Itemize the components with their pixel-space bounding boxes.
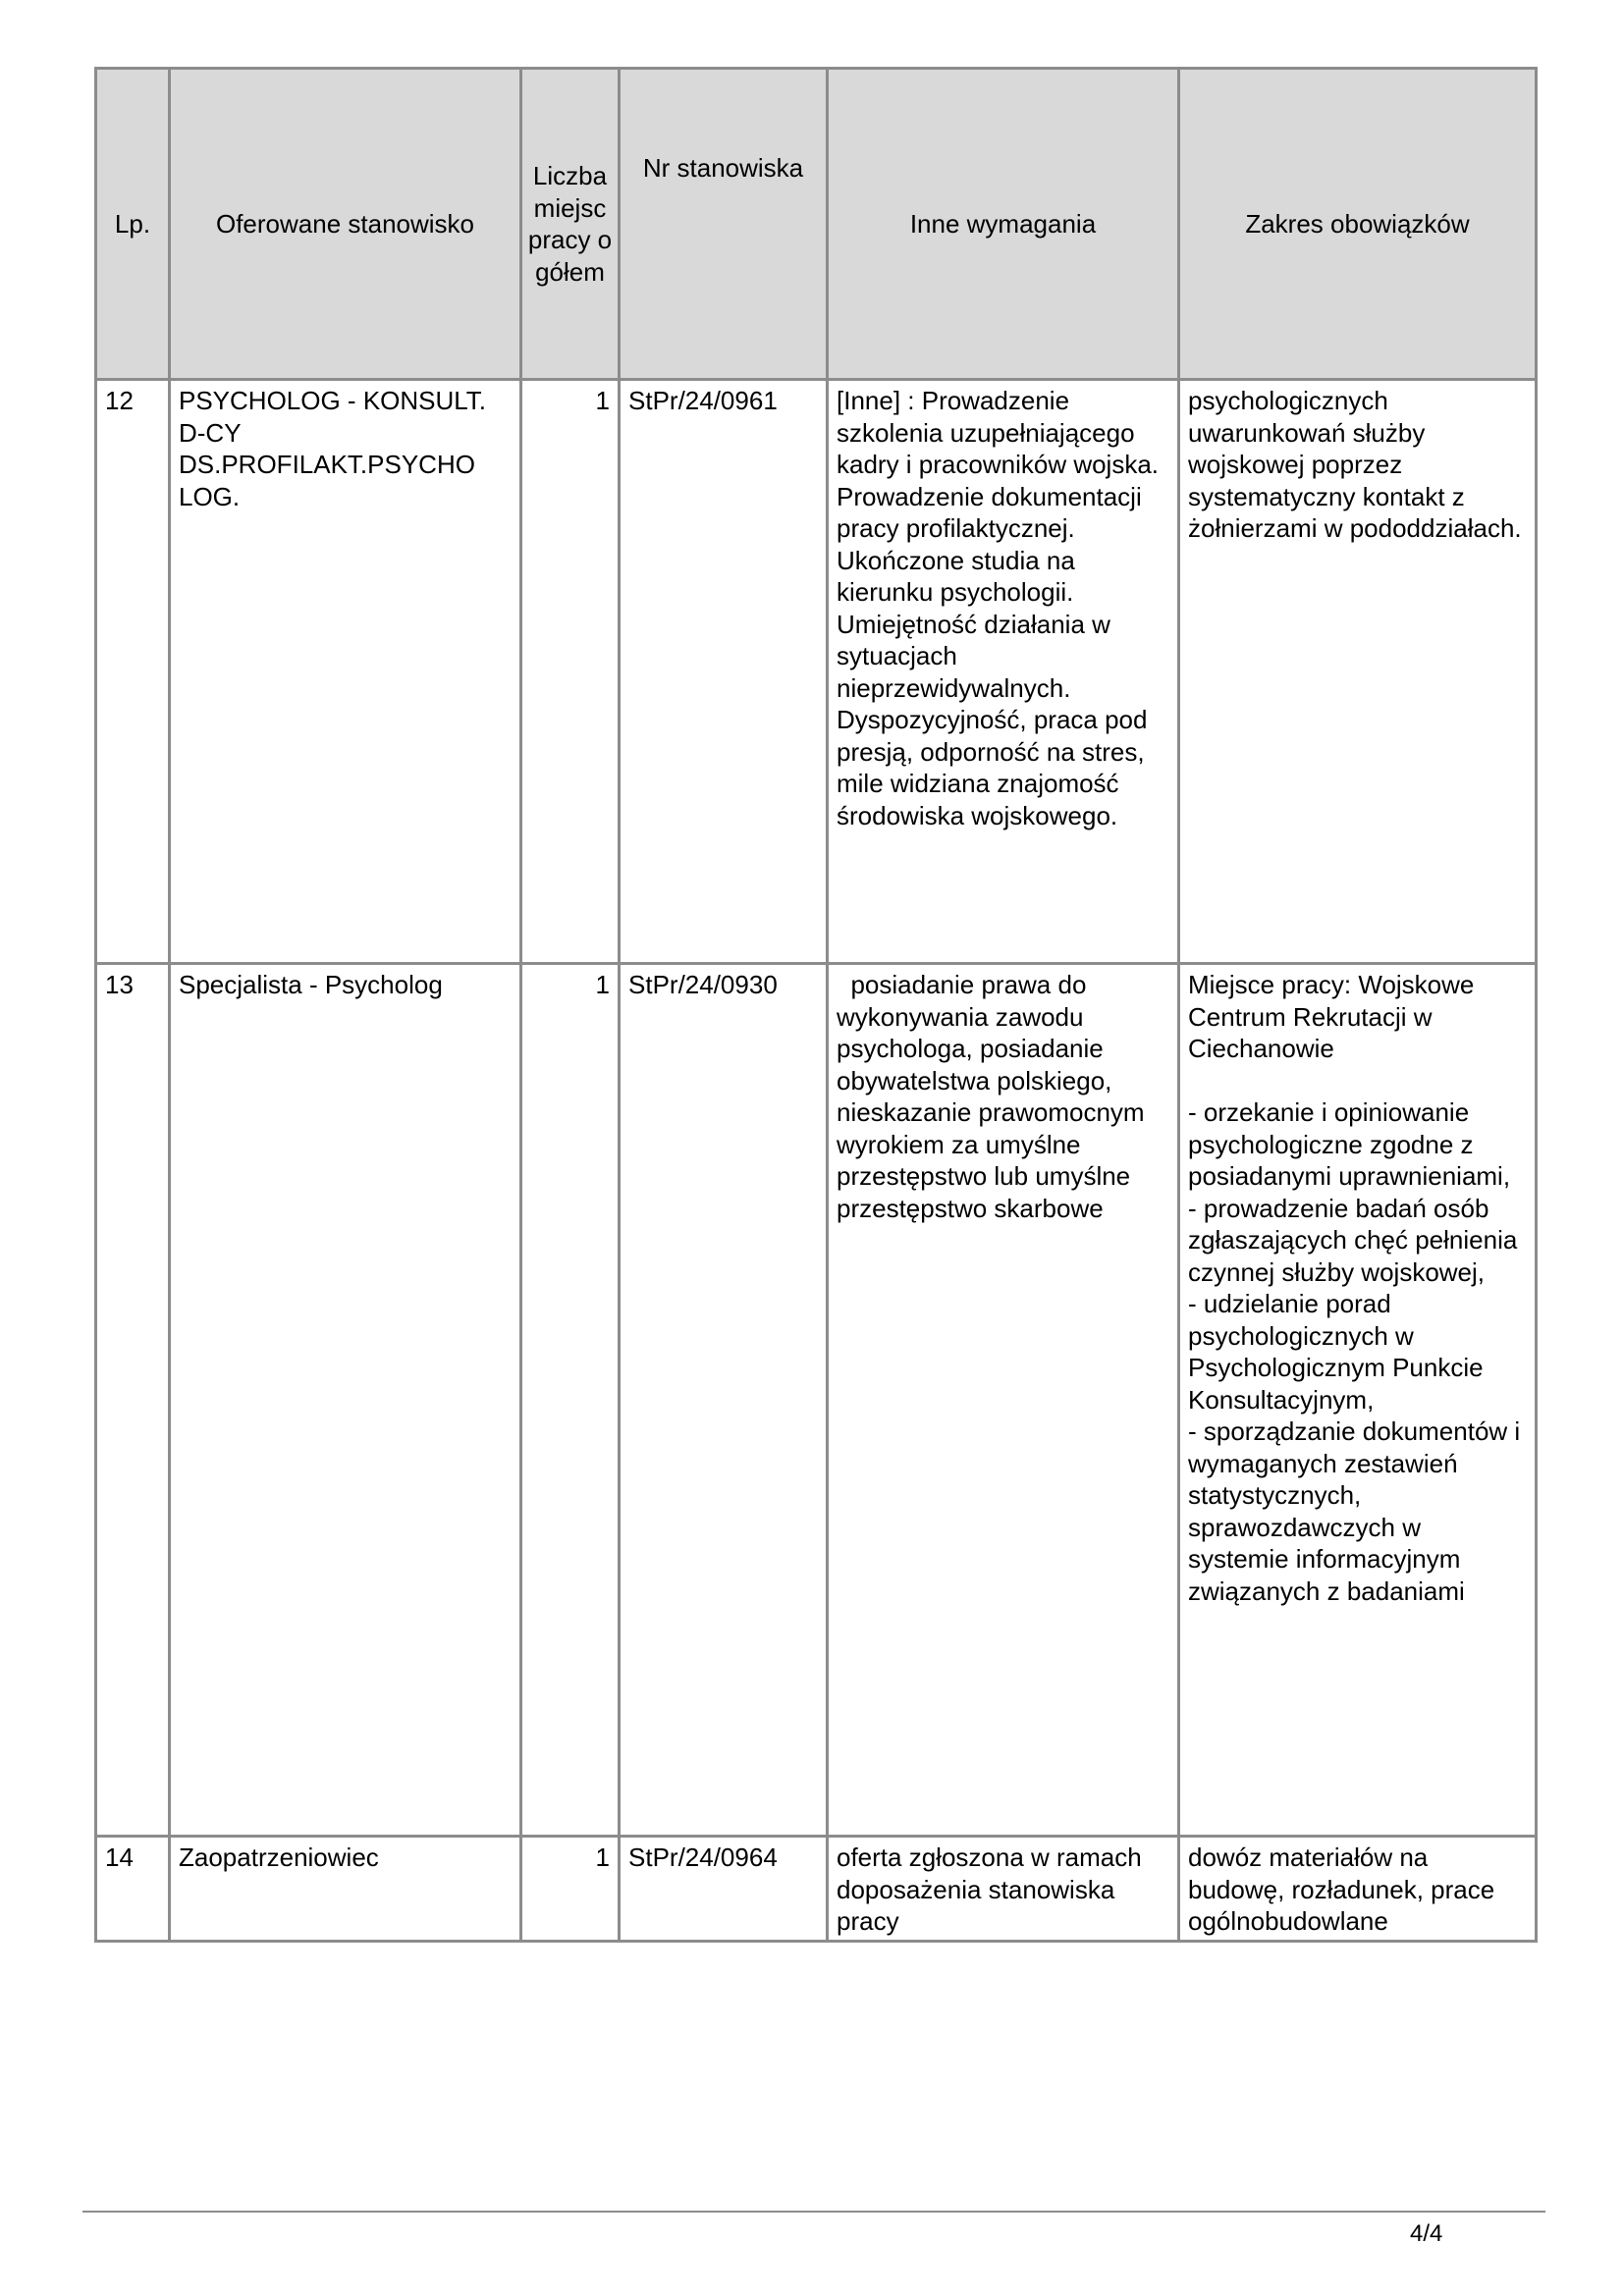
table-row bbox=[96, 964, 1537, 1837]
cell-number: StPr/24/0930 bbox=[620, 964, 828, 1837]
job-offers-table bbox=[94, 67, 1538, 1943]
cell-lp: 12 bbox=[96, 380, 170, 964]
table-header-row bbox=[96, 69, 1537, 380]
page-number: 4/4 bbox=[1410, 2220, 1443, 2247]
cell-count: 1 bbox=[521, 964, 620, 1837]
duties-text: dowóz materiałów na budowę, rozładunek, prace ogólnobudowlane bbox=[1188, 1842, 1502, 1936]
header-requirements: Inne wymagania bbox=[828, 69, 1179, 380]
cell-requirements bbox=[828, 380, 1179, 964]
cell-duties bbox=[1179, 1837, 1537, 1942]
requirements-text: posiadanie prawa do wykonywania zawodu psychologa, posiadanie obywatelstwa polskiego, nieskazanie prawomocnym wyrokiem za umyślne przestępstwo lub umyślne przestępstwo skarbowe bbox=[837, 970, 1152, 1223]
cell-number: StPr/24/0964 bbox=[620, 1837, 828, 1942]
cell-number: StPr/24/0961 bbox=[620, 380, 828, 964]
requirements-text: [Inne] : Prowadzenie szkolenia uzupełniającego kadry i pracowników wojska. Prowadzenie dokumentacji pracy profilaktycznej. Ukończone studia na kierunku psychologii. Umiejętność działania w sytuacjach nieprzewidywalnych. Dyspozycyjność, praca pod presją, odporność na stres, mile widziana znajomość środowiska wojskowego. bbox=[837, 386, 1166, 830]
cell-count: 1 bbox=[521, 380, 620, 964]
duties-text: Miejsce pracy: Wojskowe Centrum Rekrutacji w Ciechanowie - orzekanie i opiniowanie psychologiczne zgodne z posiadanymi uprawnieniami, - prowadzenie badań osób zgłaszających chęć pełnienia czynnej służby wojskowej, - udzielanie porad psychologicznych w Psychologicznym Punkcie Konsultacyjnym, - sporządzanie dokumentów i wymaganych zestawień statystycznych, sprawozdawczych w systemie informacyjnym związanych z badaniami bbox=[1188, 970, 1521, 1606]
footer-divider bbox=[82, 2211, 1545, 2213]
table-row bbox=[96, 1837, 1537, 1942]
header-number: Nr stanowiska bbox=[620, 69, 828, 380]
header-duties: Zakres obowiązków bbox=[1179, 69, 1537, 380]
header-count: Liczba miejsc pracy ogółem bbox=[521, 69, 620, 380]
cell-position: Zaopatrzeniowiec bbox=[170, 1837, 521, 1942]
cell-lp: 13 bbox=[96, 964, 170, 1837]
cell-duties bbox=[1179, 380, 1537, 964]
requirements-text: oferta zgłoszona w ramach doposażenia stanowiska pracy bbox=[837, 1842, 1149, 1936]
table-row bbox=[96, 380, 1537, 964]
cell-position: Specjalista - Psycholog bbox=[170, 964, 521, 1837]
cell-position: PSYCHOLOG - KONSULT. D-CY DS.PROFILAKT.PSYCHO LOG. bbox=[170, 380, 521, 964]
duties-text: psychologicznych uwarunkowań służby wojskowej poprzez systematyczny kontakt z żołnierzami w pododdziałach. bbox=[1188, 386, 1522, 543]
cell-requirements bbox=[828, 964, 1179, 1837]
cell-lp: 14 bbox=[96, 1837, 170, 1942]
header-position: Oferowane stanowisko bbox=[170, 69, 521, 380]
header-lp: Lp. bbox=[96, 69, 170, 380]
cell-count: 1 bbox=[521, 1837, 620, 1942]
cell-duties bbox=[1179, 964, 1537, 1837]
cell-requirements bbox=[828, 1837, 1179, 1942]
